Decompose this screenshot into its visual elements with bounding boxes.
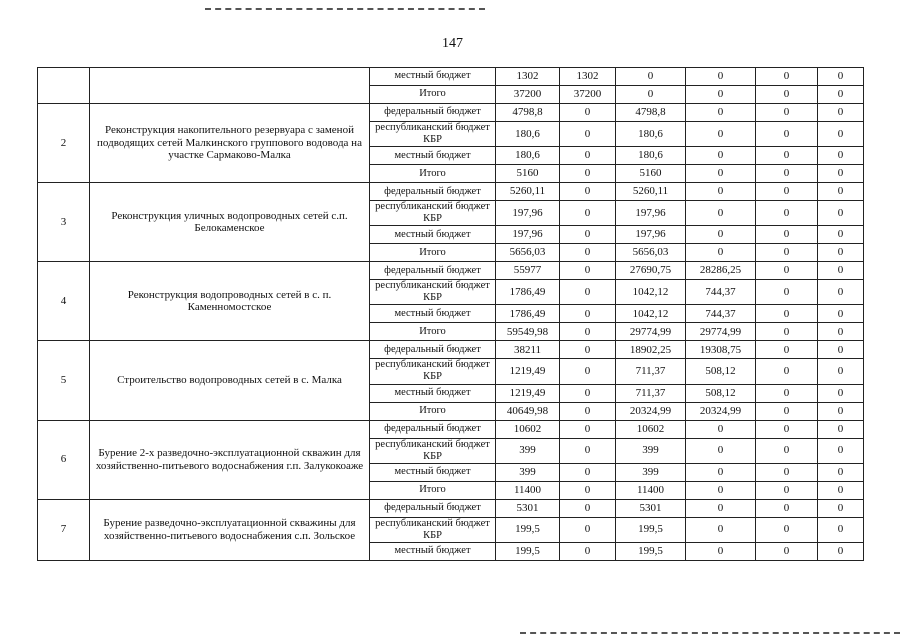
amount-cell: 38211 xyxy=(496,341,560,359)
amount-cell: 37200 xyxy=(560,86,616,104)
amount-cell: 0 xyxy=(818,262,864,280)
amount-cell: 0 xyxy=(686,438,756,463)
funding-source-cell: республиканский бюджет КБР xyxy=(370,122,496,147)
amount-cell: 5260,11 xyxy=(496,183,560,201)
amount-cell: 0 xyxy=(560,517,616,542)
amount-cell: 0 xyxy=(756,226,818,244)
amount-cell: 0 xyxy=(818,420,864,438)
amount-cell: 180,6 xyxy=(616,147,686,165)
amount-cell: 5656,03 xyxy=(496,244,560,262)
amount-cell: 29774,99 xyxy=(686,323,756,341)
amount-cell: 1042,12 xyxy=(616,280,686,305)
budget-table xyxy=(37,67,864,561)
amount-cell: 0 xyxy=(560,359,616,384)
amount-cell: 0 xyxy=(560,183,616,201)
amount-cell: 0 xyxy=(560,305,616,323)
amount-cell: 0 xyxy=(818,201,864,226)
amount-cell: 180,6 xyxy=(616,122,686,147)
amount-cell: 5301 xyxy=(616,499,686,517)
amount-cell: 0 xyxy=(560,420,616,438)
amount-cell: 0 xyxy=(756,305,818,323)
amount-cell: 0 xyxy=(818,402,864,420)
amount-cell: 4798,8 xyxy=(496,104,560,122)
amount-cell: 0 xyxy=(560,384,616,402)
amount-cell: 0 xyxy=(756,341,818,359)
amount-cell: 199,5 xyxy=(496,542,560,560)
amount-cell: 0 xyxy=(686,499,756,517)
project-number-cell: 4 xyxy=(38,262,90,341)
amount-cell: 0 xyxy=(818,104,864,122)
amount-cell: 0 xyxy=(818,542,864,560)
amount-cell: 0 xyxy=(818,384,864,402)
page-number: 147 xyxy=(442,36,463,51)
funding-source-cell: федеральный бюджет xyxy=(370,420,496,438)
amount-cell: 180,6 xyxy=(496,147,560,165)
amount-cell: 0 xyxy=(818,517,864,542)
amount-cell: 0 xyxy=(756,86,818,104)
amount-cell: 55977 xyxy=(496,262,560,280)
funding-source-cell: местный бюджет xyxy=(370,542,496,560)
amount-cell: 0 xyxy=(818,499,864,517)
funding-source-cell: федеральный бюджет xyxy=(370,341,496,359)
amount-cell: 199,5 xyxy=(616,517,686,542)
amount-cell: 399 xyxy=(616,438,686,463)
amount-cell: 5260,11 xyxy=(616,183,686,201)
amount-cell: 0 xyxy=(818,341,864,359)
funding-source-cell: Итого xyxy=(370,86,496,104)
amount-cell: 0 xyxy=(756,122,818,147)
amount-cell: 508,12 xyxy=(686,359,756,384)
amount-cell: 0 xyxy=(560,438,616,463)
amount-cell: 711,37 xyxy=(616,359,686,384)
project-name-cell xyxy=(90,68,370,104)
amount-cell: 0 xyxy=(756,201,818,226)
amount-cell: 0 xyxy=(818,463,864,481)
amount-cell: 10602 xyxy=(496,420,560,438)
amount-cell: 0 xyxy=(756,542,818,560)
project-name-cell: Реконструкция накопительного резервуара с заменой подводящих сетей Малкинского группового водовода на участке Сармаково-Малка xyxy=(90,104,370,183)
amount-cell: 0 xyxy=(560,463,616,481)
project-number-cell: 5 xyxy=(38,341,90,420)
amount-cell: 199,5 xyxy=(496,517,560,542)
table-row xyxy=(38,262,864,280)
amount-cell: 0 xyxy=(686,104,756,122)
amount-cell: 1786,49 xyxy=(496,280,560,305)
amount-cell: 399 xyxy=(496,438,560,463)
funding-source-cell: федеральный бюджет xyxy=(370,104,496,122)
amount-cell: 0 xyxy=(560,542,616,560)
amount-cell: 0 xyxy=(756,104,818,122)
amount-cell: 0 xyxy=(686,226,756,244)
amount-cell: 1302 xyxy=(560,68,616,86)
amount-cell: 0 xyxy=(756,438,818,463)
amount-cell: 0 xyxy=(756,147,818,165)
project-number-cell: 7 xyxy=(38,499,90,560)
amount-cell: 399 xyxy=(496,463,560,481)
scan-artifact-top xyxy=(205,8,485,10)
amount-cell: 0 xyxy=(560,244,616,262)
amount-cell: 199,5 xyxy=(616,542,686,560)
funding-source-cell: республиканский бюджет КБР xyxy=(370,517,496,542)
project-name-cell: Строительство водопроводных сетей в с. Малка xyxy=(90,341,370,420)
table-row xyxy=(38,183,864,201)
amount-cell: 399 xyxy=(616,463,686,481)
funding-source-cell: Итого xyxy=(370,323,496,341)
table-row xyxy=(38,420,864,438)
amount-cell: 19308,75 xyxy=(686,341,756,359)
amount-cell: 0 xyxy=(686,147,756,165)
amount-cell: 5160 xyxy=(496,165,560,183)
amount-cell: 0 xyxy=(756,481,818,499)
amount-cell: 197,96 xyxy=(616,201,686,226)
amount-cell: 711,37 xyxy=(616,384,686,402)
amount-cell: 1219,49 xyxy=(496,384,560,402)
funding-source-cell: Итого xyxy=(370,481,496,499)
amount-cell: 508,12 xyxy=(686,384,756,402)
project-number-cell: 2 xyxy=(38,104,90,183)
table-row xyxy=(38,68,864,86)
amount-cell: 0 xyxy=(686,86,756,104)
project-name-cell: Реконструкция водопроводных сетей в с. п. Каменномостское xyxy=(90,262,370,341)
amount-cell: 0 xyxy=(686,420,756,438)
amount-cell: 0 xyxy=(818,244,864,262)
funding-source-cell: республиканский бюджет КБР xyxy=(370,280,496,305)
amount-cell: 0 xyxy=(560,262,616,280)
amount-cell: 40649,98 xyxy=(496,402,560,420)
table-row xyxy=(38,104,864,122)
amount-cell: 0 xyxy=(686,183,756,201)
amount-cell: 0 xyxy=(686,244,756,262)
funding-source-cell: местный бюджет xyxy=(370,147,496,165)
amount-cell: 180,6 xyxy=(496,122,560,147)
amount-cell: 59549,98 xyxy=(496,323,560,341)
amount-cell: 0 xyxy=(756,517,818,542)
funding-source-cell: федеральный бюджет xyxy=(370,262,496,280)
amount-cell: 0 xyxy=(560,323,616,341)
amount-cell: 1042,12 xyxy=(616,305,686,323)
funding-source-cell: Итого xyxy=(370,402,496,420)
amount-cell: 0 xyxy=(818,165,864,183)
amount-cell: 0 xyxy=(616,86,686,104)
funding-source-cell: федеральный бюджет xyxy=(370,499,496,517)
amount-cell: 0 xyxy=(560,402,616,420)
funding-source-cell: республиканский бюджет КБР xyxy=(370,359,496,384)
amount-cell: 0 xyxy=(818,226,864,244)
amount-cell: 5160 xyxy=(616,165,686,183)
amount-cell: 5301 xyxy=(496,499,560,517)
amount-cell: 1302 xyxy=(496,68,560,86)
amount-cell: 0 xyxy=(686,542,756,560)
amount-cell: 0 xyxy=(818,305,864,323)
amount-cell: 11400 xyxy=(496,481,560,499)
amount-cell: 28286,25 xyxy=(686,262,756,280)
amount-cell: 0 xyxy=(560,341,616,359)
amount-cell: 0 xyxy=(686,481,756,499)
amount-cell: 197,96 xyxy=(496,226,560,244)
amount-cell: 18902,25 xyxy=(616,341,686,359)
amount-cell: 197,96 xyxy=(616,226,686,244)
funding-source-cell: Итого xyxy=(370,244,496,262)
amount-cell: 744,37 xyxy=(686,305,756,323)
amount-cell: 27690,75 xyxy=(616,262,686,280)
amount-cell: 10602 xyxy=(616,420,686,438)
amount-cell: 0 xyxy=(560,499,616,517)
amount-cell: 197,96 xyxy=(496,201,560,226)
amount-cell: 0 xyxy=(818,68,864,86)
amount-cell: 0 xyxy=(818,280,864,305)
funding-source-cell: местный бюджет xyxy=(370,68,496,86)
amount-cell: 0 xyxy=(560,280,616,305)
amount-cell: 0 xyxy=(756,359,818,384)
amount-cell: 0 xyxy=(756,68,818,86)
project-name-cell: Реконструкция уличных водопроводных сетей с.п. Белокаменское xyxy=(90,183,370,262)
amount-cell: 1786,49 xyxy=(496,305,560,323)
funding-source-cell: федеральный бюджет xyxy=(370,183,496,201)
amount-cell: 0 xyxy=(756,280,818,305)
amount-cell: 0 xyxy=(756,244,818,262)
project-name-cell: Бурение 2-х разведочно-эксплуатационной скважин для хозяйственно-питьевого водоснабжения г.п. Залукокоаже xyxy=(90,420,370,499)
amount-cell: 0 xyxy=(756,165,818,183)
amount-cell: 0 xyxy=(818,122,864,147)
amount-cell: 5656,03 xyxy=(616,244,686,262)
amount-cell: 0 xyxy=(756,420,818,438)
amount-cell: 1219,49 xyxy=(496,359,560,384)
amount-cell: 0 xyxy=(686,463,756,481)
amount-cell: 0 xyxy=(686,517,756,542)
project-number-cell: 3 xyxy=(38,183,90,262)
amount-cell: 0 xyxy=(560,226,616,244)
amount-cell: 0 xyxy=(686,122,756,147)
table-row xyxy=(38,341,864,359)
funding-source-cell: местный бюджет xyxy=(370,384,496,402)
amount-cell: 0 xyxy=(756,499,818,517)
funding-source-cell: республиканский бюджет КБР xyxy=(370,201,496,226)
amount-cell: 0 xyxy=(616,68,686,86)
amount-cell: 0 xyxy=(818,147,864,165)
funding-source-cell: местный бюджет xyxy=(370,305,496,323)
amount-cell: 0 xyxy=(818,323,864,341)
amount-cell: 37200 xyxy=(496,86,560,104)
table-row xyxy=(38,499,864,517)
funding-source-cell: местный бюджет xyxy=(370,463,496,481)
amount-cell: 0 xyxy=(818,183,864,201)
amount-cell: 0 xyxy=(818,359,864,384)
amount-cell: 0 xyxy=(686,68,756,86)
amount-cell: 0 xyxy=(818,86,864,104)
project-number-cell: 6 xyxy=(38,420,90,499)
amount-cell: 0 xyxy=(686,165,756,183)
amount-cell: 0 xyxy=(818,481,864,499)
amount-cell: 744,37 xyxy=(686,280,756,305)
amount-cell: 0 xyxy=(756,323,818,341)
amount-cell: 0 xyxy=(560,122,616,147)
amount-cell: 0 xyxy=(756,463,818,481)
funding-source-cell: республиканский бюджет КБР xyxy=(370,438,496,463)
amount-cell: 20324,99 xyxy=(616,402,686,420)
amount-cell: 0 xyxy=(560,201,616,226)
amount-cell: 0 xyxy=(756,183,818,201)
amount-cell: 0 xyxy=(560,165,616,183)
amount-cell: 0 xyxy=(756,402,818,420)
amount-cell: 0 xyxy=(560,147,616,165)
project-name-cell: Бурение разведочно-эксплуатационной скважины для хозяйственно-питьевого водоснабжения с.п. Зольское xyxy=(90,499,370,560)
amount-cell: 20324,99 xyxy=(686,402,756,420)
funding-source-cell: Итого xyxy=(370,165,496,183)
amount-cell: 0 xyxy=(756,262,818,280)
amount-cell: 0 xyxy=(686,201,756,226)
amount-cell: 11400 xyxy=(616,481,686,499)
scan-artifact-bottom xyxy=(520,632,900,634)
amount-cell: 4798,8 xyxy=(616,104,686,122)
funding-source-cell: местный бюджет xyxy=(370,226,496,244)
project-number-cell xyxy=(38,68,90,104)
amount-cell: 0 xyxy=(818,438,864,463)
amount-cell: 0 xyxy=(756,384,818,402)
amount-cell: 0 xyxy=(560,481,616,499)
amount-cell: 0 xyxy=(560,104,616,122)
amount-cell: 29774,99 xyxy=(616,323,686,341)
